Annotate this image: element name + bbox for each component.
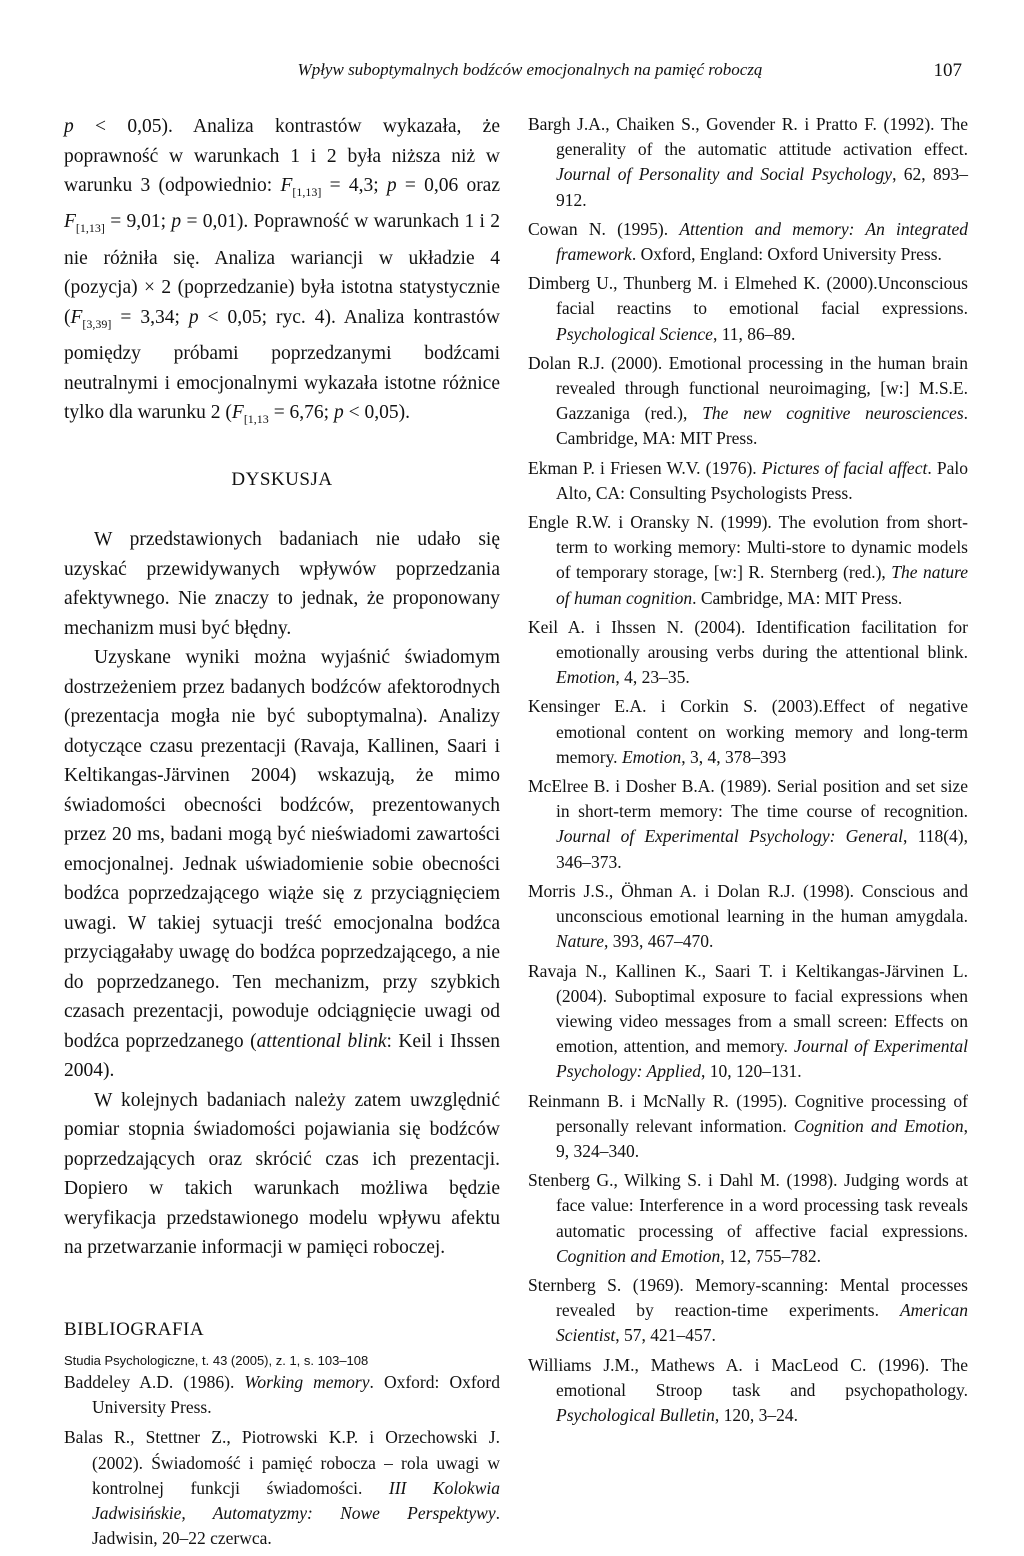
section-heading-dyskusja: DYSKUSJA <box>231 468 333 490</box>
bibliography-entry: Reinmann B. i McNally R. (1995). Cognitive processing of personally relevant information. Cognition and Emotion, 9, 324–340. <box>528 1090 968 1161</box>
bibliography-entry: Kensinger E.A. i Corkin S. (2003).Effect of negative emotional content on working memory and long-term memory. Emotion, 3, 4, 378–393 <box>528 696 968 767</box>
bibliography-entry: Dolan R.J. (2000). Emotional processing in the human brain revealed through functional neuroimaging, [w:] M.S.E. Gazzaniga (red.), The new cognitive neurosciences. Cambridge, MA: MIT Press. <box>528 352 969 449</box>
page-number: 107 <box>933 60 962 81</box>
running-title: Wpływ suboptymalnych bodźców emocjonalnych na pamięć roboczą <box>297 60 763 79</box>
journal-footer: Studia Psychologiczne, t. 43 (2005), z. 1, s. 103–108 <box>64 1353 369 1368</box>
results-paragraph: p < 0,05). Analiza kontrastów wykazała, że poprawność w warunkach 1 i 2 była niższa niż w warunku 3 (odpowiednio: $F_{[1,13]} = 4,3$; p = 0,06 oraz $F_{[1,13]} = 9,01$; p = 0,01). Poprawność w warunkach 1 i 2 nie różniła się. Analiza wariancji w układzie 4 (pozycja) × 2 (poprzedzanie) była istotna statystycznie ($F_{[3,39]} = 3,34$; p < 0,05; ryc. 4). Analiza kontrastów pomiędzy próbami poprzedzanymi bodźcami neutralnymi i emocjonalnymi wykazała istotne różnice tylko dla warunku 2 ($F_{[1,13} = 6,76$; p < 0,05). <box>64 116 500 427</box>
left-column <box>64 112 500 1556</box>
bibliography-entry: Engle R.W. i Oransky N. (1999). The evolution from short-term to working memory: Multi-store to dynamic models of temporary storage, [w:] R. Sternberg (red.), The nature of human cognition. Cambridge, MA: MIT Press. <box>528 512 968 608</box>
discussion-paragraph-2: Uzyskane wyniki można wyjaśnić świadomym dostrzeżeniem przez badanych bodźców afektorodnych (prezentacja mogła nie być suboptymalna). Analizy dotyczące czasu prezentacji (Ravaja, Kallinen, Saari i Keltikangas-Järvinen 2004) wskazują, że mimo świadomości obecności bodźców, prezentowanych przez 20 ms, badani mogą być nieświadomi zawartości emocjonalnej. Jednak uświadomienie sobie obecności bodźca poprzedzającego wiąże się z przyciągnięciem uwagi. W takiej sytuacji treść emocjonalna bodźca przyciągałaby uwagę do bodźca poprzedzającego, a nie do poprzedzanego. Ten mechanizm, przy szybkich czasach prezentacji, powoduje odciągnięcie uwagi od bodźca poprzedzanego (attentional blink: Keil i Ihssen 2004). <box>64 647 501 1082</box>
discussion-paragraph-3: W kolejnych badaniach należy zatem uwzględnić pomiar stopnia świadomości pojawiania się bodźców poprzedzających oraz skrócić czas ich prezentacji. Dopiero w takich warunkach możliwa będzie weryfikacja przedstawionego modelu wpływu afektu na przetwarzanie informacji w pamięci roboczej. <box>64 1089 500 1259</box>
bibliography-entry: Bargh J.A., Chaiken S., Govender R. i Pratto F. (1992). The generality of the automatic attitude activation effect. Journal of Personality and Social Psychology, 62, 893–912. <box>528 114 969 210</box>
bibliography-entry: Cowan N. (1995). Attention and memory: An integrated framework. Oxford, England: Oxford University Press. <box>528 218 968 265</box>
bibliography-entry: Ravaja N., Kallinen K., Saari T. i Keltikangas-Järvinen L. (2004). Suboptimal exposure to facial expressions when viewing video messages from a small screen: Effects on emotion, attention, and memory. Journal of Experimental Psychology: Applied, 10, 120–131. <box>528 960 968 1082</box>
discussion-paragraph-1: W przedstawionych badaniach nie udało się uzyskać przewidywanych wpływów poprzedzania afektywnego. Nie znaczy to jednak, że proponowany mechanizm musi być błędny. <box>64 529 500 639</box>
bibliography-entry: Keil A. i Ihssen N. (2004). Identification facilitation for emotionally arousing verbs during the attentional blink. Emotion, 4, 23–35. <box>528 616 968 688</box>
bibliography-entry: McElree B. i Dosher B.A. (1989). Serial position and set size in short-term memory: The time course of recognition. Journal of Experimental Psychology: General, 118(4), 346–373. <box>528 776 968 872</box>
bibliography-entry: Stenberg G., Wilking S. i Dahl M. (1998). Judging words at face value: Interference in a word processing task reveals automatic processing of affective facial expressions. Cognition and Emotion, 12, 755–782. <box>528 1170 968 1266</box>
bibliography-entry: Williams J.M., Mathews A. i MacLeod C. (1996). The emotional Stroop task and psychopathology. Psychological Bulletin, 120, 3–24. <box>528 1354 968 1425</box>
bibliography-entry: Sternberg S. (1969). Memory-scanning: Mental processes revealed by reaction-time experiments. American Scientist, 57, 421–457. <box>528 1274 968 1346</box>
bibliography-entry: Baddeley A.D. (1986). Working memory. Oxford: Oxford University Press. <box>64 1372 500 1418</box>
right-column <box>528 112 968 1432</box>
bibliography-list-left <box>64 1370 500 1551</box>
bibliography-entry: Balas R., Stettner Z., Piotrowski K.P. i Orzechowski J. (2002). Świadomość i pamięć robocza – rola uwagi w kontrolnej funkcji świadomości. III Kolokwia Jadwisińskie, Automatyzmy: Nowe Perspektywy. Jadwisin, 20–22 czerwca. <box>64 1427 500 1549</box>
bibliography-list-right <box>528 112 968 1428</box>
bibliography-entry: Ekman P. i Friesen W.V. (1976). Pictures of facial affect. Palo Alto, CA: Consulting Psychologists Press. <box>528 457 968 503</box>
bibliography-entry: Morris J.S., Öhman A. i Dolan R.J. (1998). Conscious and unconscious emotional learning in the human amygdala. Nature, 393, 467–470. <box>528 880 968 952</box>
bibliography-entry: Dimberg U., Thunberg M. i Elmehed K. (2000).Unconscious facial reactins to emotional facial expressions. Psychological Science, 11, 86–89. <box>528 273 968 344</box>
bibliography-heading: BIBLIOGRAFIA <box>64 1318 205 1340</box>
